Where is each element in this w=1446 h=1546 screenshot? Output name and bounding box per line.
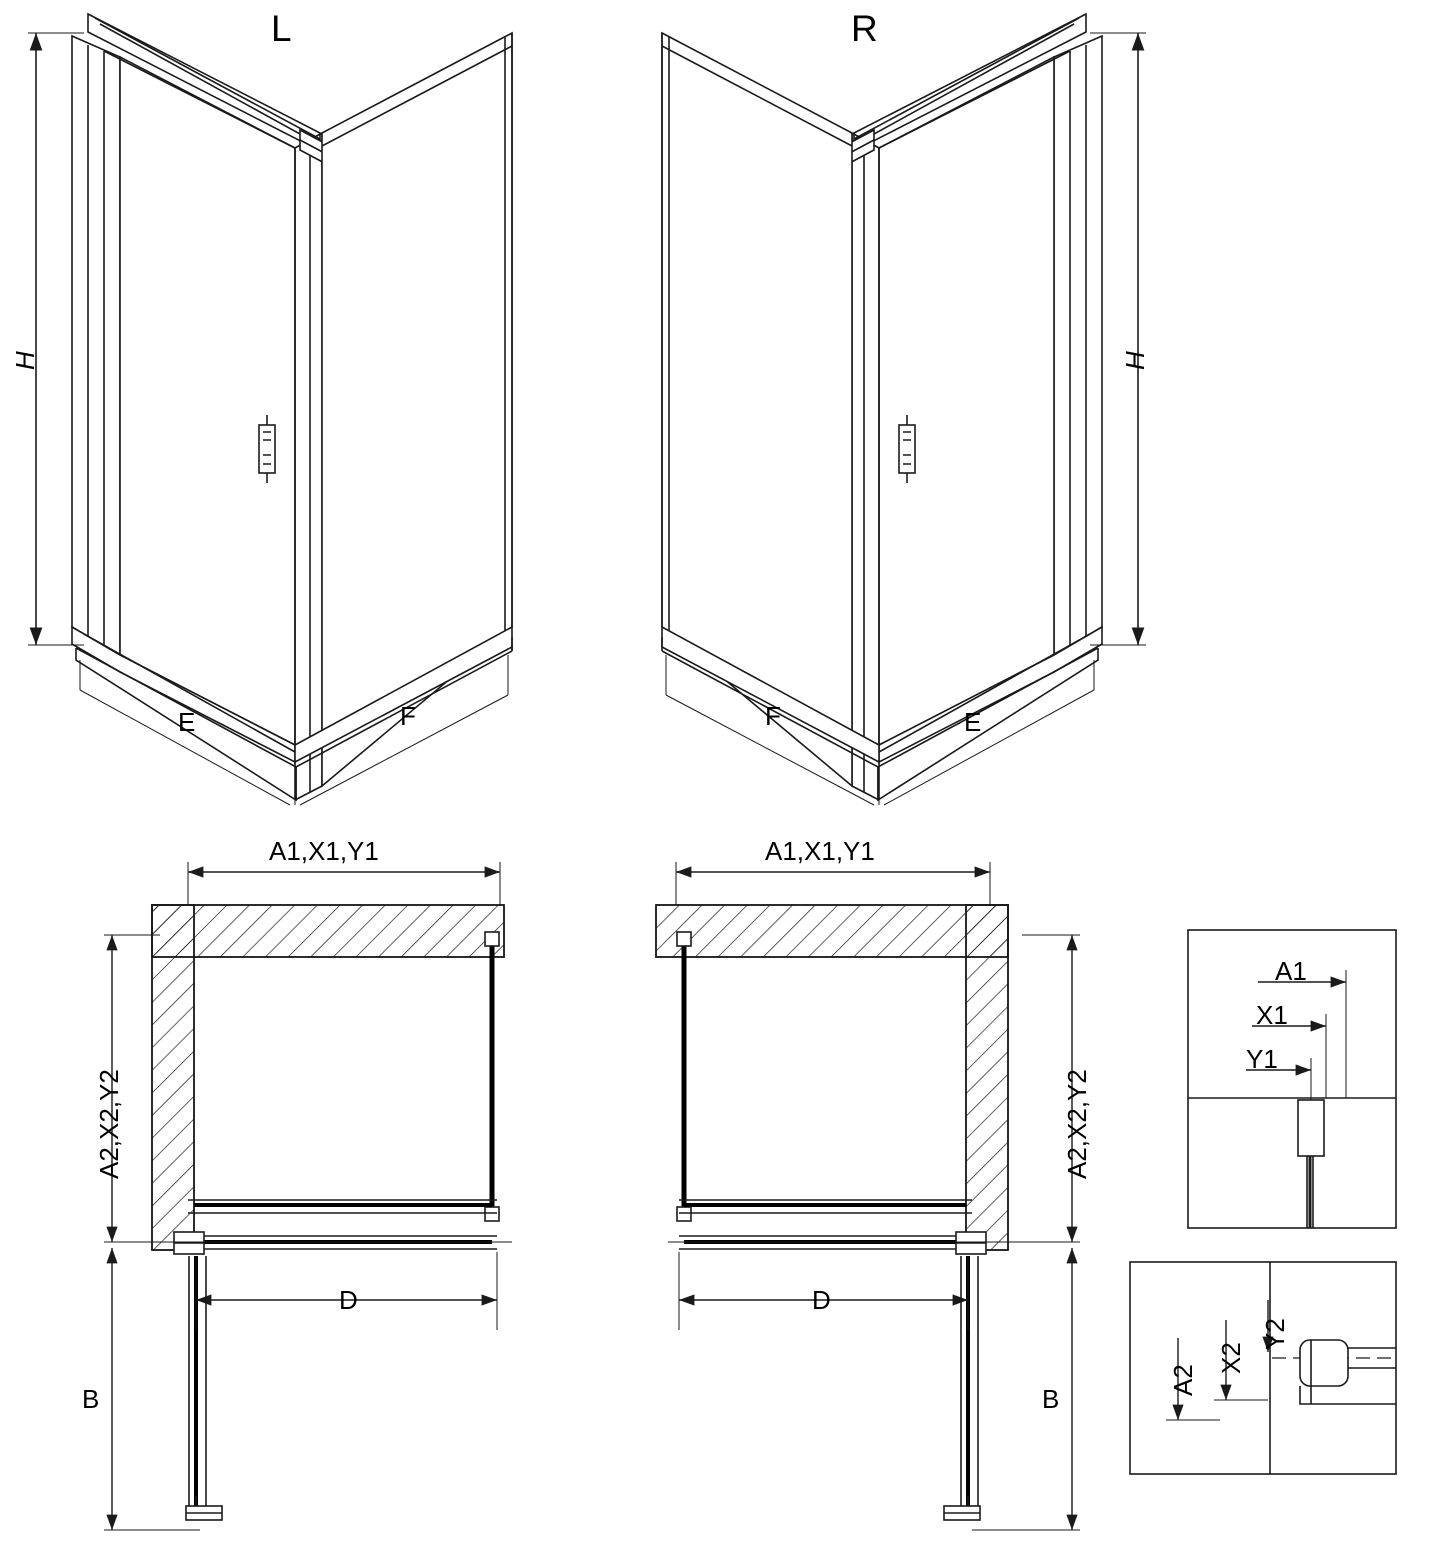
plan-right-top-dimension: A1,X1,Y1: [765, 836, 875, 866]
plan-right-swing-dimension: B: [1042, 1384, 1060, 1414]
detail-bottom-dim-1: A2: [1168, 1364, 1198, 1396]
title-right-variant: R: [851, 8, 878, 49]
plan-view-right: [656, 905, 1008, 1520]
plan-left-inner-dimension: D: [339, 1285, 358, 1315]
detail-top-dim-3: Y1: [1246, 1044, 1278, 1074]
door-handle-right: [899, 415, 915, 483]
plan-right-side-dimension: A2,X2,Y2: [1062, 1069, 1092, 1179]
plan-view-left: [152, 905, 504, 1520]
iso-left-side-label: F: [400, 701, 416, 731]
iso-view-left: [72, 14, 512, 800]
plan-left-side-dimension: A2,X2,Y2: [94, 1069, 124, 1179]
detail-top-dim-1: A1: [1275, 956, 1307, 986]
iso-right-side-label: F: [765, 701, 781, 731]
title-left-variant: L: [271, 8, 292, 49]
detail-bottom-dim-3: Y2: [1260, 1318, 1290, 1350]
plan-right-inner-dimension: D: [812, 1285, 831, 1315]
plan-left-top-dimension: A1,X1,Y1: [269, 836, 379, 866]
door-handle-left: [259, 415, 275, 483]
detail-top-dim-2: X1: [1256, 1000, 1288, 1030]
iso-left-height-label: H: [10, 351, 40, 370]
iso-right-height-label: H: [1120, 351, 1150, 370]
plan-left-swing-dimension: B: [82, 1384, 100, 1414]
iso-right-front-label: E: [964, 707, 982, 737]
iso-left-front-label: E: [178, 707, 196, 737]
detail-bottom-dim-2: X2: [1216, 1342, 1246, 1374]
plan-right-dimensions: [668, 862, 1080, 1530]
iso-view-right: [662, 14, 1102, 800]
